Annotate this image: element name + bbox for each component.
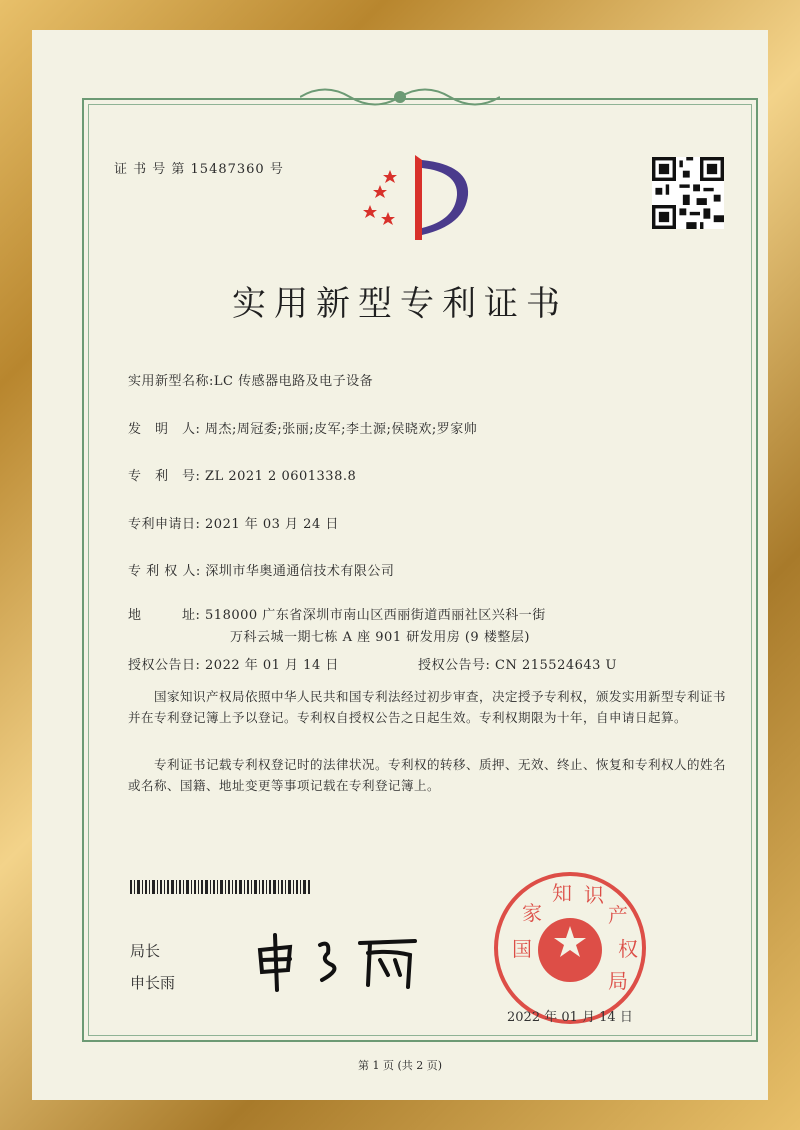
field-label: 授权公告日:	[128, 658, 201, 673]
paragraph-legal-status: 专利证书记载专利权登记时的法律状况。专利权的转移、质押、无效、终止、恢复和专利权人的姓名或名称、国籍、地址变更等事项记载在专利登记簿上。	[128, 757, 727, 793]
seal-date: 2022 年 01 月 14 日	[507, 1010, 633, 1025]
field-value: ZL 2021 2 0601338.8	[205, 469, 357, 484]
field-value: 万科云城一期七栋 A 座 901 研发用房 (9 楼整层)	[230, 630, 530, 645]
field-value: 深圳市华奥通通信技术有限公司	[205, 564, 395, 579]
handwritten-signature	[250, 925, 430, 995]
field-value: LC 传感器电路及电子设备	[213, 374, 374, 389]
field-label: 发 明 人:	[128, 422, 201, 437]
svg-text:国: 国	[512, 937, 532, 961]
field-patent-holder	[128, 560, 394, 579]
field-patent-number	[128, 465, 356, 484]
field-label: 专 利 号:	[128, 469, 201, 484]
field-label: 授权公告号:	[418, 658, 491, 673]
signatory-title: 局长	[130, 942, 161, 960]
svg-text:识: 识	[584, 883, 604, 907]
field-value: 周杰;周冠委;张丽;皮军;李土源;侯晓欢;罗家帅	[205, 422, 478, 437]
svg-text:权: 权	[618, 937, 638, 961]
svg-text:家: 家	[522, 901, 542, 925]
qr-code-icon	[652, 157, 724, 229]
field-label: 地 址:	[128, 608, 201, 623]
barcode-icon	[130, 880, 312, 894]
field-value: 2022 年 01 月 14 日	[205, 658, 339, 673]
svg-text:知: 知	[552, 881, 572, 905]
field-utility-name	[128, 370, 373, 389]
field-value: 2021 年 03 月 24 日	[205, 517, 339, 532]
field-label: 专 利 权 人:	[128, 564, 201, 579]
top-ornament	[300, 82, 500, 112]
field-label: 实用新型名称:	[128, 374, 214, 389]
field-address-line2	[230, 626, 530, 645]
svg-text:局: 局	[608, 969, 628, 993]
official-seal	[490, 868, 650, 1028]
paragraph-grant-statement: 国家知识产权局依照中华人民共和国专利法经过初步审查，决定授予专利权，颁发实用新型专利证书并在专利登记簿上予以登记。专利权自授权公告之日起生效。专利权期限为十年，自申请日起算。	[128, 689, 727, 725]
signatory-name: 申长雨	[130, 974, 176, 992]
field-inventor	[128, 418, 477, 437]
certificate-number: 证 书 号 第 15487360 号	[114, 162, 284, 177]
field-grant-date	[128, 654, 339, 673]
page-footer: 第 1 页 (共 2 页)	[357, 1059, 443, 1072]
field-label: 专利申请日:	[128, 517, 201, 532]
field-value: CN 215524643 U	[495, 658, 618, 673]
field-value: 518000 广东省深圳市南山区西丽街道西丽社区兴科一街	[205, 608, 546, 623]
cnipa-logo-icon	[360, 150, 480, 245]
certificate-title: 实用新型专利证书	[232, 284, 568, 324]
field-address	[128, 604, 546, 623]
svg-text:产: 产	[608, 903, 628, 927]
field-filing-date	[128, 513, 339, 532]
field-grant-number	[418, 654, 617, 673]
